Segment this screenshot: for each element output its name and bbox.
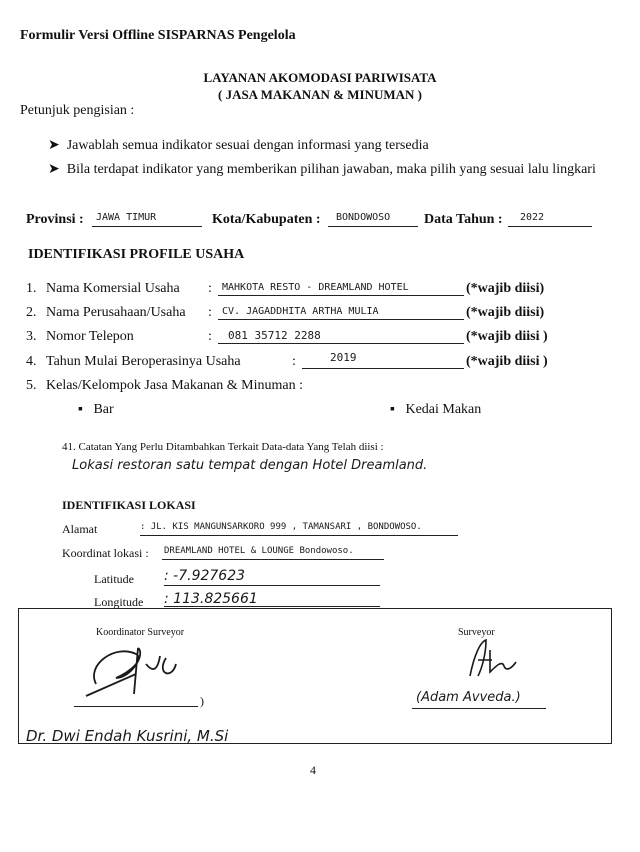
required-note: (*wajib diisi ) xyxy=(466,354,548,369)
instruction-item: ➤ Bila terdapat indikator yang memberikan pilihan jawaban, maka pilih yang sesuai lalu lingkari xyxy=(48,162,596,177)
required-note: (*wajib diisi ) xyxy=(466,329,548,344)
required-note: (*wajib diisi) xyxy=(466,281,545,296)
field-colon: : xyxy=(208,305,212,320)
commercial-name-label: Nama Komersial Usaha xyxy=(46,281,180,296)
surveyor-name: (Adam Avveda.) xyxy=(416,690,521,705)
bullet-icon: ▪ xyxy=(390,402,395,417)
year-label: Data Tahun : xyxy=(424,212,503,227)
coordinator-label: Koordinator Surveyor xyxy=(96,627,185,638)
coordinate-label: Koordinat lokasi : xyxy=(62,546,149,560)
field-colon: : xyxy=(292,354,296,369)
city-label: Kota/Kabupaten : xyxy=(212,212,321,227)
coordinate-field[interactable]: DREAMLAND HOTEL & LOUNGE Bondowoso. xyxy=(164,546,354,556)
instruction-item: ➤ Jawablah semua indikator sesuai dengan informasi yang tersedia xyxy=(48,138,429,153)
province-label: Provinsi : xyxy=(26,212,84,227)
bullet-icon: ▪ xyxy=(78,402,83,417)
form-title: Formulir Versi Offline SISPARNAS Pengelola xyxy=(20,28,296,43)
province-field[interactable]: JAWA TIMUR xyxy=(96,212,157,223)
operating-year-label: Tahun Mulai Beroperasinya Usaha xyxy=(46,354,241,369)
field-number: 1. xyxy=(26,281,37,296)
address-label: Alamat xyxy=(62,522,98,536)
location-heading: IDENTIFIKASI LOKASI xyxy=(62,498,196,512)
page-title: LAYANAN AKOMODASI PARIWISATA xyxy=(203,70,437,85)
coordinator-bracket: ) xyxy=(200,694,204,708)
option-kedai-makan[interactable]: ▪ Kedai Makan xyxy=(390,402,482,417)
arrow-bullet-icon: ➤ xyxy=(48,162,60,177)
coordinator-signature xyxy=(76,634,196,704)
latitude-label: Latitude xyxy=(94,572,134,586)
phone-label: Nomor Telepon xyxy=(46,329,134,344)
field-number: 3. xyxy=(26,329,37,344)
field-colon: : xyxy=(208,281,212,296)
instructions-heading: Petunjuk pengisian : xyxy=(20,103,135,118)
latitude-field[interactable]: : -7.927623 xyxy=(164,568,246,584)
profile-heading: IDENTIFIKASI PROFILE USAHA xyxy=(28,247,245,262)
phone-field[interactable]: 081 35712 2288 xyxy=(228,329,321,342)
commercial-name-field[interactable]: MAHKOTA RESTO - DREAMLAND HOTEL xyxy=(222,282,409,293)
city-field[interactable]: BONDOWOSO xyxy=(336,212,391,223)
longitude-field[interactable]: : 113.825661 xyxy=(164,591,258,607)
coordinator-name: Dr. Dwi Endah Kusrini, M.Si xyxy=(26,727,229,745)
notes-label: 41. Catatan Yang Perlu Ditambahkan Terkait Data-data Yang Telah diisi : xyxy=(62,441,384,453)
year-field[interactable]: 2022 xyxy=(520,212,545,223)
company-name-label: Nama Perusahaan/Usaha xyxy=(46,305,186,320)
field-number: 2. xyxy=(26,305,37,320)
operating-year-field[interactable]: 2019 xyxy=(330,351,357,364)
required-note: (*wajib diisi) xyxy=(466,305,545,320)
field-number: 4. xyxy=(26,354,37,369)
business-class-label: Kelas/Kelompok Jasa Makanan & Minuman : xyxy=(46,378,304,393)
page-number: 4 xyxy=(310,763,316,777)
longitude-label: Longitude xyxy=(94,595,144,609)
field-colon: : xyxy=(208,329,212,344)
surveyor-label: Surveyor xyxy=(458,627,495,638)
surveyor-signature xyxy=(456,636,536,680)
arrow-bullet-icon: ➤ xyxy=(48,138,60,153)
page-subtitle: ( JASA MAKANAN & MINUMAN ) xyxy=(217,87,422,102)
option-bar[interactable]: ▪ Bar xyxy=(78,402,114,417)
company-name-field[interactable]: CV. JAGADDHITA ARTHA MULIA xyxy=(222,306,379,317)
address-field[interactable]: : JL. KIS MANGUNSARKORO 999 , TAMANSARI , BONDOWOSO. xyxy=(140,522,422,532)
notes-field[interactable]: Lokasi restoran satu tempat dengan Hotel Dreamland. xyxy=(72,458,428,473)
field-number: 5. xyxy=(26,378,37,393)
